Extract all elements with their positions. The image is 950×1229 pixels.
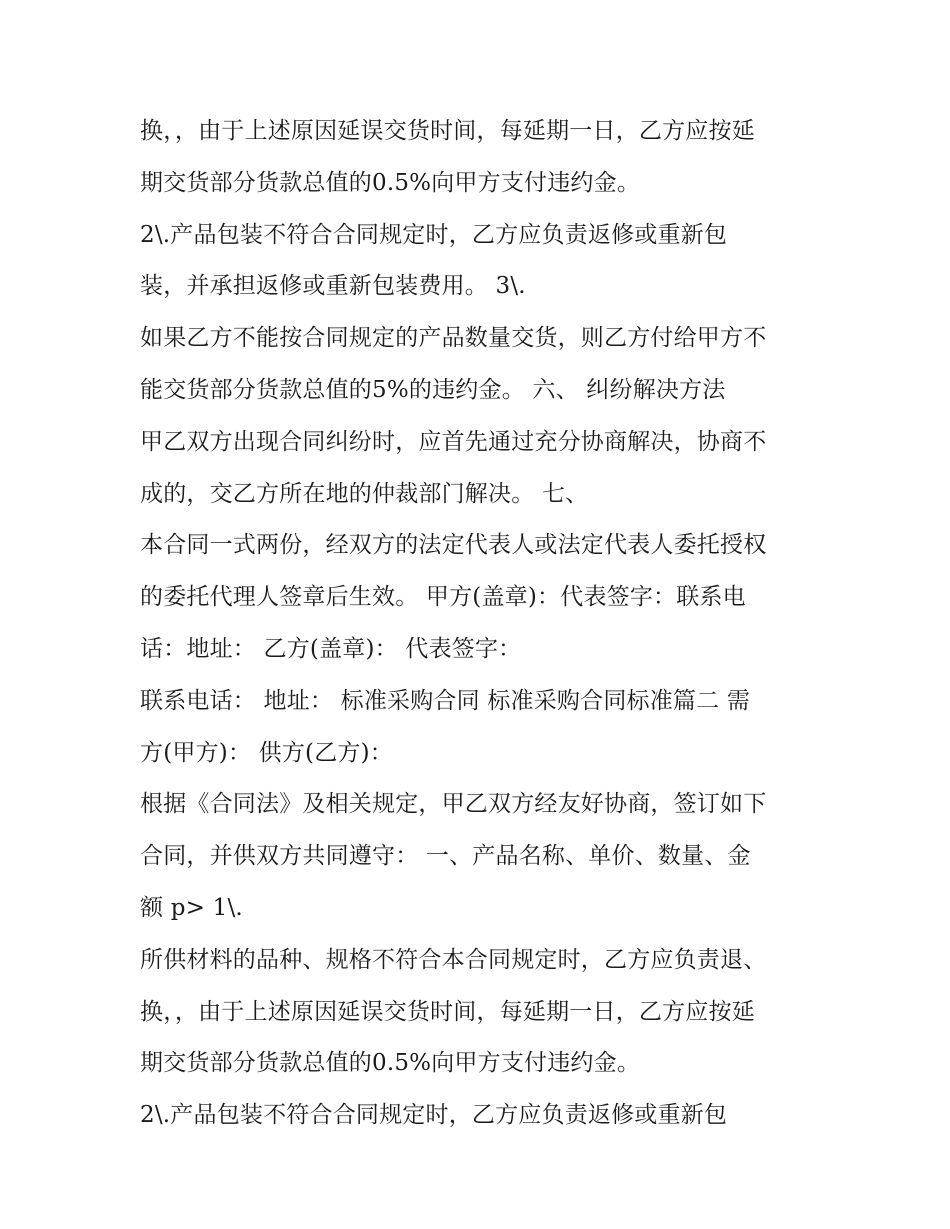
text-line: 合同，并供双方共同遵守： 一、产品名称、单价、数量、金 (140, 843, 751, 870)
text-line: 话：地址： 乙方(盖章)： 代表签字： (140, 635, 522, 662)
text-line: 换，，由于上述原因延误交货时间，每延期一日，乙方应按延 (140, 998, 755, 1025)
text-line: 成的，交乙方所在地的仲裁部门解决。 七、 (140, 480, 589, 507)
text-line: 期交货部分货款总值的0.5%向甲方支付违约金。 (140, 169, 641, 196)
contract-body-text (140, 106, 820, 1142)
text-line: 所供材料的品种、规格不符合本合同规定时，乙方应负责退、 (140, 946, 767, 973)
text-line: 能交货部分货款总值的5%的违约金。 六、 纠纷解决方法 (140, 376, 726, 403)
text-line: 的委托代理人签章后生效。 甲方(盖章)：代表签字：联系电 (140, 584, 746, 611)
text-line: 本合同一式两份，经双方的法定代表人或法定代表人委托授权 (140, 532, 767, 559)
text-line: 如果乙方不能按合同规定的产品数量交货，则乙方付给甲方不 (140, 325, 767, 352)
text-line: 甲乙双方出现合同纠纷时，应首先通过充分协商解决，协商不 (140, 428, 767, 455)
text-line: 方(甲方)： 供方(乙方)： (140, 739, 394, 766)
text-line: 根据《合同法》及相关规定，甲乙双方经友好协商，签订如下 (140, 791, 767, 818)
text-line: 换，，由于上述原因延误交货时间，每延期一日，乙方应按延 (140, 118, 755, 144)
text-line: 2\.产品包装不符合合同规定时，乙方应负责返修或重新包 (140, 1102, 728, 1129)
text-line: 额 p> 1\. (140, 894, 243, 921)
text-line: 2\.产品包装不符合合同规定时，乙方应负责返修或重新包 (140, 221, 728, 248)
text-line: 联系电话： 地址： 标准采购合同 标准采购合同标准篇二 需 (140, 687, 751, 714)
text-line: 装，并承担返修或重新包装费用。 3\. (140, 273, 526, 300)
text-line: 期交货部分货款总值的0.5%向甲方支付违约金。 (140, 1050, 641, 1077)
